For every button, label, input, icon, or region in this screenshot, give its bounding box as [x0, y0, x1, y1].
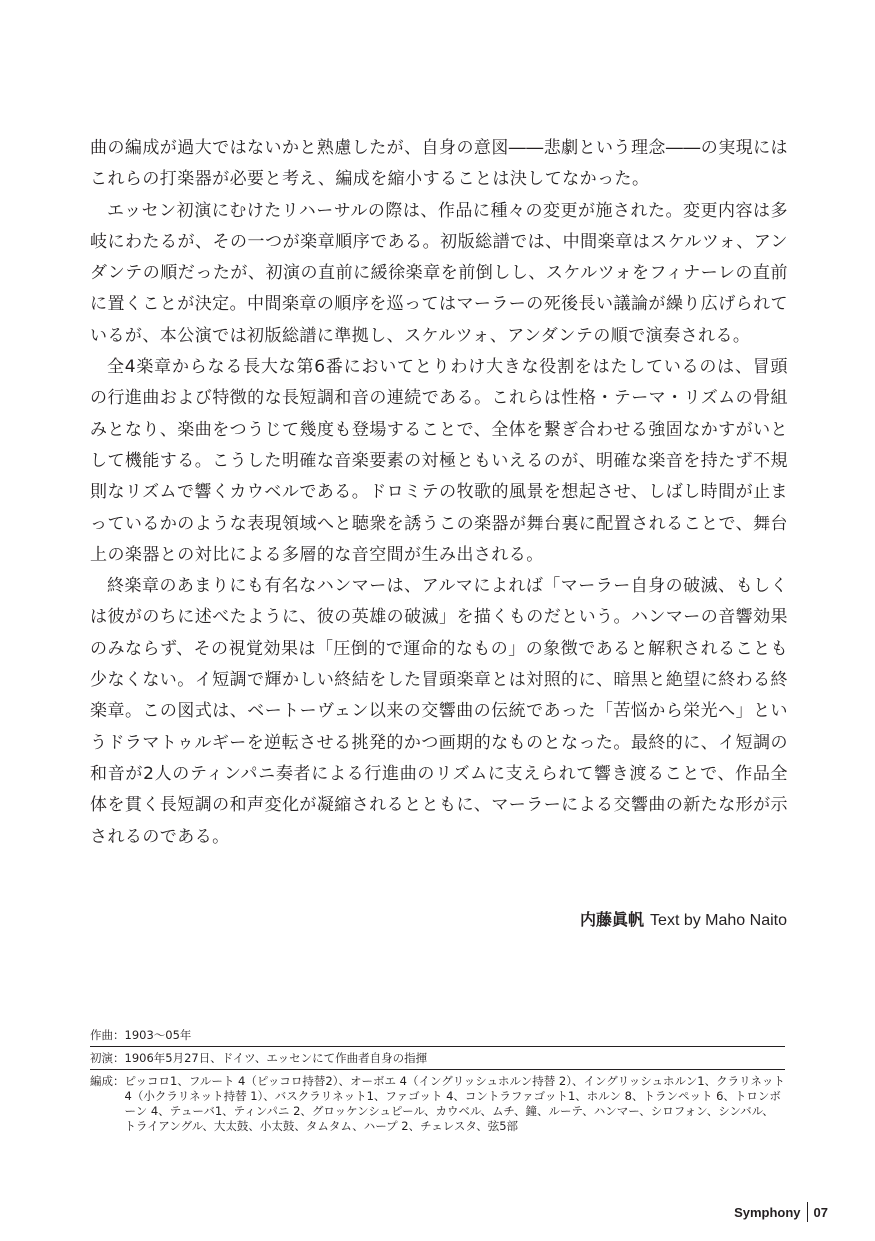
composed-row [90, 1024, 785, 1047]
work-info-table [90, 1024, 785, 1137]
premiere-row [90, 1047, 785, 1070]
body-paragraph: 曲の編成が過大ではないかと熟慮したが、自身の意図――悲劇という理念――の実現にはこれらの打楽器が必要と考え、編成を縮小することは決してなかった。 [90, 138, 788, 190]
author-credit [580, 907, 787, 930]
author-name-en: Text by Maho Naito [650, 912, 787, 929]
instrumentation-value: ピッコロ1、フルート 4（ピッコロ持替2）、オーボエ 4（イングリッシュホルン持替 2）、イングリッシュホルン1、クラリネット 4（小クラリネット持替 1）、バスクラリネット1、ファゴット 4、コントラファゴット1、ホルン 8、トランペット 6、トロンボーン 4、テューバ1、ティンパニ 2、グロッケンシュピール、カウベル、ムチ、鐘、ルーテ、ハンマー、シロフォン、シンバル、トライアングル、大太鼓、小太鼓、タムタム、ハープ 2、チェレスタ、弦5部 [124, 1074, 785, 1133]
section-name: Symphony [734, 1204, 801, 1220]
instrumentation-label: 編成： [90, 1074, 125, 1088]
premiere-value: 1906年5月27日、ドイツ、エッセンにて作曲者自身の指揮 [124, 1051, 428, 1065]
page-number: 07 [813, 1204, 828, 1220]
body-paragraph: 終楽章のあまりにも有名なハンマーは、アルマによれば「マーラー自身の破滅、もしくは彼がのちに述べたように、彼の英雄の破滅」を描くものだという。ハンマーの音響効果のみならず、その視覚効果は「圧倒的で運命的なもの」の象徴であると解釈されることも少なくない。イ短調で輝かしい終結をした冒頭楽章とは対照的に、暗黒と絶望に終わる終楽章。この図式は、ベートーヴェン以来の交響曲の伝統であった「苦悩から栄光へ」というドラマトゥルギーを逆転させる挑発的かつ画期的なものとなった。最終的に、イ短調の和音が2人のティンパニ奏者による行進曲のリズムに支えられて響き渡ることで、作品全体を貫く長短調の和声変化が凝縮されるとともに、マーラーによる交響曲の新たな形が示されるのである。 [90, 576, 788, 847]
body-paragraph: エッセン初演にむけたリハーサルの際は、作品に種々の変更が施された。変更内容は多岐にわたるが、その一つが楽章順序である。初版総譜では、中間楽章はスケルツォ、アンダンテの順だったが、初演の直前に緩徐楽章を前倒しし、スケルツォをフィナーレの直前に置くことが決定。中間楽章の順序を巡ってはマーラーの死後長い議論が繰り広げられているが、本公演では初版総譜に準拠し、スケルツォ、アンダンテの順で演奏される。 [90, 200, 788, 346]
premiere-label: 初演： [90, 1051, 125, 1065]
footer-divider [807, 1202, 808, 1222]
composed-label: 作曲： [90, 1028, 125, 1042]
instrumentation-row [90, 1070, 785, 1137]
body-paragraph: 全4楽章からなる長大な第6番においてとりわけ大きな役割をはたしているのは、冒頭の行進曲および特徴的な長短調和音の連続である。これらは性格・テーマ・リズムの骨組みとなり、楽曲をつうじて幾度も登場することで、全体を繋ぎ合わせる強固なかすがいとして機能する。こうした明確な音楽要素の対極ともいえるのが、明確な楽音を持たず不規則なリズムで響くカウベルである。ドロミテの牧歌的風景を想起させ、しばし時間が止まっているかのような表現領域へと聴衆を誘うこの楽器が舞台裏に配置されることで、舞台上の楽器との対比による多層的な音空間が生み出される。 [90, 357, 788, 565]
author-name-jp: 内藤眞帆 [580, 910, 645, 929]
composed-value: 1903〜05年 [124, 1028, 192, 1042]
page-footer [734, 1202, 828, 1222]
article-body [90, 133, 788, 853]
